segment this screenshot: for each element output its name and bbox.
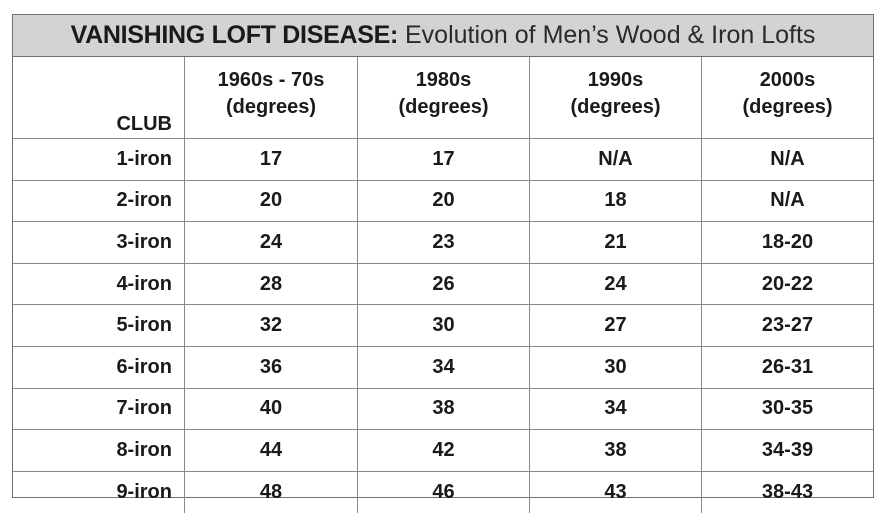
- table-cell: 23: [358, 222, 530, 264]
- table-cell: 17: [185, 139, 358, 181]
- table-cell: 21: [530, 222, 702, 264]
- column-header-line2: (degrees): [398, 96, 489, 118]
- row-label: 3-iron: [13, 222, 185, 264]
- table-cell: 28: [185, 264, 358, 306]
- table-cell: 36: [185, 347, 358, 389]
- table-grid: [13, 57, 873, 513]
- table-cell: N/A: [530, 139, 702, 181]
- table-cell: 23-27: [702, 305, 873, 347]
- table-cell: 44: [185, 430, 358, 472]
- column-header-line2: (degrees): [570, 96, 661, 118]
- row-label: 5-iron: [13, 305, 185, 347]
- column-header-line1: 1960s - 70s: [217, 69, 325, 91]
- column-header: [13, 57, 185, 139]
- table-cell: 42: [358, 430, 530, 472]
- table-cell: 40: [185, 389, 358, 431]
- table-cell: 20: [185, 181, 358, 223]
- table-cell: 20: [358, 181, 530, 223]
- row-label: 8-iron: [13, 430, 185, 472]
- table-cell: 27: [530, 305, 702, 347]
- table-cell: N/A: [702, 181, 873, 223]
- table-cell: 30: [530, 347, 702, 389]
- row-label: 4-iron: [13, 264, 185, 306]
- table-cell: 32: [185, 305, 358, 347]
- table-cell: N/A: [702, 139, 873, 181]
- table-cell: 17: [358, 139, 530, 181]
- column-header-line2: (degrees): [225, 96, 317, 118]
- table-cell: 26: [358, 264, 530, 306]
- table-cell: 38: [530, 430, 702, 472]
- column-header: [530, 57, 702, 139]
- loft-table: [12, 14, 874, 504]
- table-title: [13, 15, 873, 57]
- table-cell: 24: [185, 222, 358, 264]
- column-header-line1: 1980s: [415, 69, 472, 91]
- table-cell: 38: [358, 389, 530, 431]
- table-cell: 24: [530, 264, 702, 306]
- table-cell: 30: [358, 305, 530, 347]
- column-header: [702, 57, 873, 139]
- table-cell: 34: [358, 347, 530, 389]
- row-label: 2-iron: [13, 181, 185, 223]
- title-bold-part: VANISHING LOFT DISEASE:: [70, 21, 398, 49]
- column-header-line1: CLUB: [116, 113, 172, 135]
- row-label: 6-iron: [13, 347, 185, 389]
- row-label: 1-iron: [13, 139, 185, 181]
- table-cell: 26-31: [702, 347, 873, 389]
- table-cell: 46: [358, 472, 530, 513]
- row-label: 9-iron: [13, 472, 185, 513]
- table-cell: 18: [530, 181, 702, 223]
- column-header: [185, 57, 358, 139]
- table-cell: 43: [530, 472, 702, 513]
- table-cell: 30-35: [702, 389, 873, 431]
- column-header-line1: 2000s: [759, 69, 816, 91]
- table-cell: 20-22: [702, 264, 873, 306]
- table-cell: 48: [185, 472, 358, 513]
- table-cell: 34: [530, 389, 702, 431]
- table-cell: 34-39: [702, 430, 873, 472]
- row-label: 7-iron: [13, 389, 185, 431]
- column-header: [358, 57, 530, 139]
- column-header-line1: 1990s: [587, 69, 644, 91]
- title-subtitle-part: Evolution of Men’s Wood & Iron Lofts: [404, 21, 816, 49]
- table-cell: 18-20: [702, 222, 873, 264]
- table-cell: 38-43: [761, 481, 814, 504]
- column-header-line2: (degrees): [742, 96, 833, 118]
